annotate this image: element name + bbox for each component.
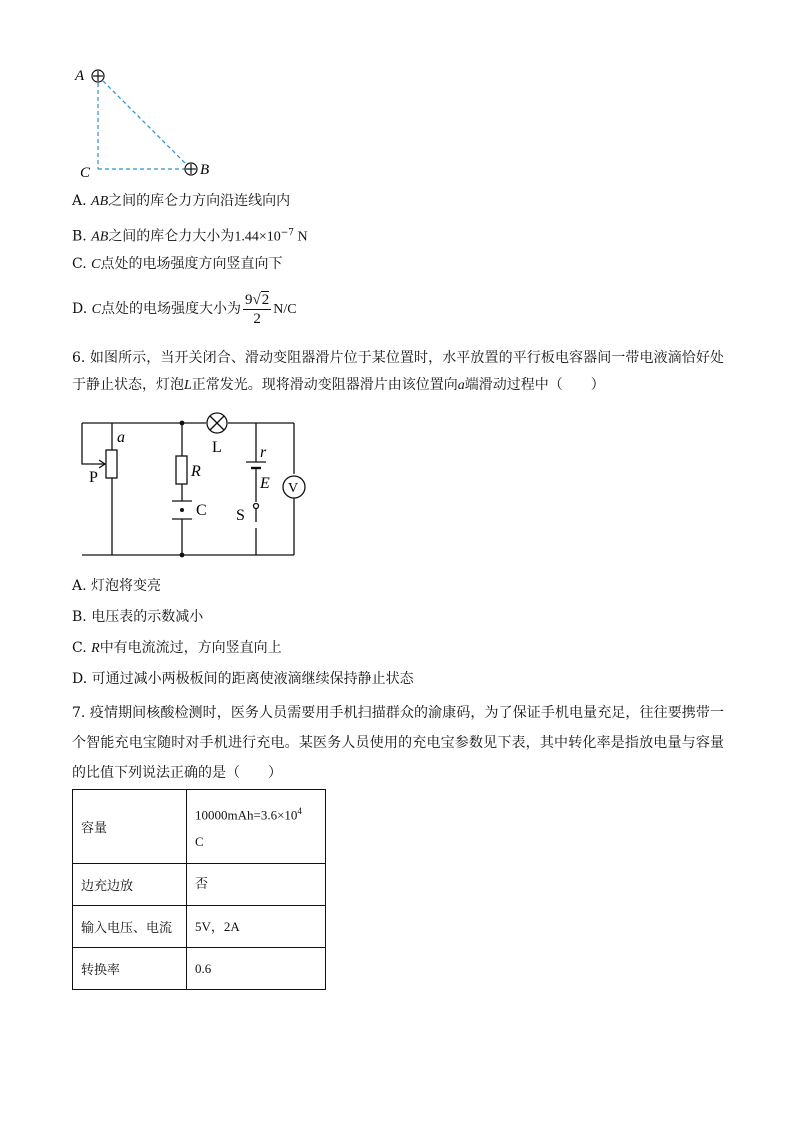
- table-row: [73, 790, 326, 864]
- q6-stem: [72, 345, 724, 399]
- charge-b-icon: [185, 163, 197, 175]
- option-prefix: C.: [72, 256, 92, 272]
- lamp-icon: [207, 413, 227, 433]
- var-c: C: [91, 257, 101, 272]
- q6-stem-part2: 正常发光。现将滑动变阻器滑片由该位置向: [191, 377, 458, 393]
- fraction-sqrt: 2: [261, 291, 270, 308]
- table-row: [73, 948, 326, 990]
- capacity-exponent: 4: [297, 806, 302, 817]
- table-key: 边充边放: [73, 864, 187, 906]
- resistor-r-icon: [176, 456, 187, 484]
- table-row: [73, 864, 326, 906]
- q6-stem-part1: 6. 如图所示，当开关闭合、滑动变阻器滑片位于某位置时，水平放置的平行板电容器间一带电液滴恰好处于静止状态，灯泡: [72, 350, 724, 393]
- table-key: 转换率: [73, 948, 187, 990]
- circuit-diagram: [72, 410, 312, 562]
- q5-option-a: [72, 191, 290, 212]
- table-value: [187, 790, 326, 864]
- table-value: 5V，2A: [187, 906, 326, 948]
- q6-option-d: D. 可通过减小两极板间的距离使液滴继续保持静止状态: [72, 671, 414, 687]
- fraction-num: 9: [244, 291, 253, 308]
- q6-option-a: A. 灯泡将变亮: [72, 578, 162, 594]
- label-a: A: [75, 68, 85, 84]
- table-key: 输入电压、电流: [73, 906, 187, 948]
- capacity-unit: C: [195, 833, 204, 849]
- fraction-den: 2: [253, 310, 261, 327]
- table-row: [73, 906, 326, 948]
- field-unit: N/C: [273, 302, 297, 317]
- force-value: 1.44×10: [234, 229, 281, 245]
- option-text: 点处的电场强度大小为: [100, 301, 241, 317]
- circuit-label-c: C: [196, 502, 207, 519]
- charge-figure: [72, 62, 222, 182]
- circuit-label-v: V: [288, 481, 299, 496]
- circuit-label-r-internal: r: [260, 444, 267, 461]
- option-prefix: C.: [72, 640, 92, 656]
- power-bank-table: [72, 789, 326, 990]
- force-exponent: −7: [280, 228, 294, 238]
- q5-option-d: [72, 287, 297, 332]
- option-text: 之间的库仑力大小为: [108, 228, 235, 245]
- capacity-value: 10000mAh=3.6×10: [195, 807, 298, 823]
- var-ab: AB: [91, 194, 109, 209]
- var-a: a: [457, 378, 465, 393]
- q6-option-b: B. 电压表的示数减小: [72, 609, 204, 625]
- circuit-label-p: P: [89, 469, 98, 486]
- option-prefix: B.: [72, 228, 92, 245]
- option-text: 点处的电场强度方向竖直向下: [100, 256, 283, 272]
- table-value: 0.6: [187, 948, 326, 990]
- charge-a-icon: [92, 70, 104, 82]
- droplet-icon: [180, 508, 184, 512]
- q5-option-c: [72, 254, 282, 275]
- var-c: C: [91, 302, 101, 317]
- q6-stem-part3: 端滑动过程中（ ）: [464, 377, 605, 393]
- circuit-label-lamp: L: [212, 439, 222, 456]
- option-text: 之间的库仑力方向沿连线向内: [108, 193, 291, 209]
- option-prefix: D.: [72, 301, 92, 317]
- q7-stem: 7. 疫情期间核酸检测时，医务人员需要用手机扫描群众的渝康码，为了保证手机电量充足，往往要携带一个智能充电宝随时对手机进行充电。某医务人员使用的充电宝参数见下表，其中转化率是指放电量与容量的比值下列说法正确的是（ ）: [72, 705, 724, 781]
- force-unit: N: [294, 229, 308, 245]
- label-b: B: [200, 162, 210, 178]
- circuit-label-e: E: [260, 475, 270, 492]
- var-r: R: [91, 641, 100, 656]
- table-value: 否: [187, 864, 326, 906]
- var-ab: AB: [91, 229, 109, 245]
- option-prefix: A.: [72, 193, 92, 209]
- circuit-label-s: S: [236, 507, 245, 524]
- option-text: 中有电流流过，方向竖直向上: [99, 640, 282, 656]
- label-c: C: [80, 165, 91, 181]
- var-l: L: [184, 378, 192, 393]
- circuit-label-r: R: [191, 463, 201, 480]
- ab-dashed-line: [98, 76, 191, 169]
- q6-option-c: [72, 638, 282, 659]
- table-key: 容量: [73, 790, 187, 864]
- field-fraction: $\frac{9√2}{2}$: [244, 291, 270, 327]
- circuit-label-a: a: [117, 429, 125, 446]
- q5-option-b: [72, 223, 308, 248]
- rheostat-icon: [106, 450, 117, 478]
